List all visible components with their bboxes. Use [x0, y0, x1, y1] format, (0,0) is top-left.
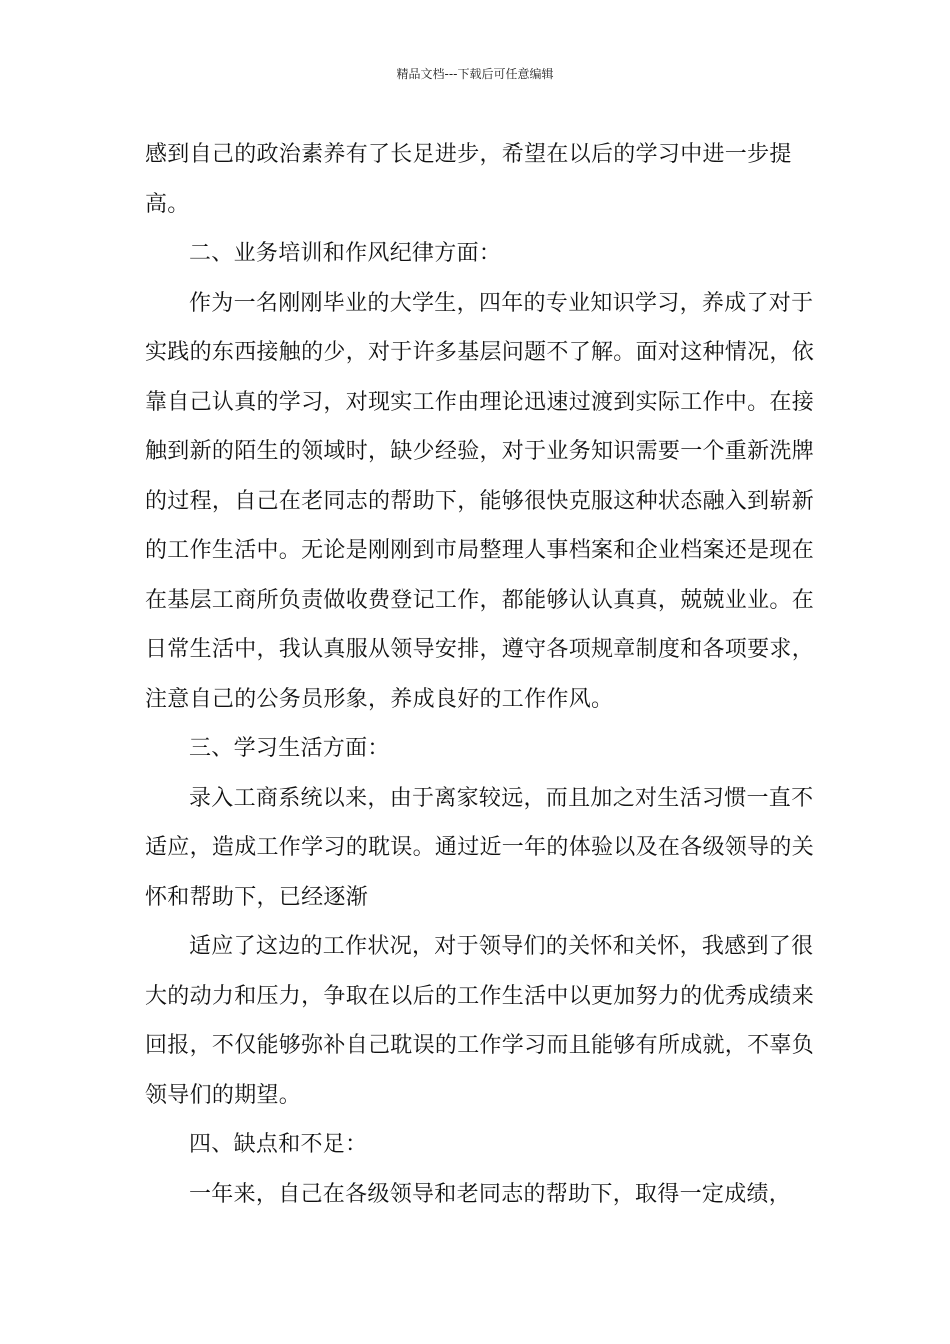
paragraph-3: 作为一名刚刚毕业的大学生，四年的专业知识学习，养成了对于实践的东西接触的少，对于许多基层问题不了解。面对这种情况，依靠自己认真的学习，对现实工作由理论迅速过渡到实际工作中。在接触到新的陌生的领域时，缺少经验，对于业务知识需要一个重新洗牌的过程，自己在老同志的帮助下，能够很快克服这种状态融入到崭新的工作生活中。无论是刚刚到市局整理人事档案和企业档案还是现在在基层工商所负责做收费登记工作，都能够认认真真，兢兢业业。在日常生活中，我认真服从领导安排，遵守各项规章制度和各项要求，注意自己的公务员形象，养成良好的工作作风。 [145, 290, 815, 712]
section-heading-4: 四、缺点和不足： [189, 1132, 368, 1157]
section-heading-3: 三、学习生活方面： [189, 736, 390, 761]
page-header: 精品文档---下载后可任意编辑 [396, 67, 554, 81]
paragraph-8: 一年来，自己在各级领导和老同志的帮助下，取得一定成绩， [189, 1181, 792, 1207]
document-body [145, 130, 815, 1219]
paragraph-1: 感到自己的政治素养有了长足进步，希望在以后的学习中进一步提高。 [145, 142, 792, 217]
paragraph-5: 录入工商系统以来，由于离家较远，而且加之对生活习惯一直不适应，造成工作学习的耽误。通过近一年的体验以及在各级领导的关怀和帮助下，已经逐渐 [145, 785, 815, 910]
paragraph-6: 适应了这边的工作状况，对于领导们的关怀和关怀，我感到了很大的动力和压力，争取在以后的工作生活中以更加努力的优秀成绩来回报，不仅能够弥补自己耽误的工作学习而且能够有所成就，不辜负领导们的期望。 [145, 934, 815, 1108]
section-heading-2: 二、业务培训和作风纪律方面： [189, 241, 502, 266]
